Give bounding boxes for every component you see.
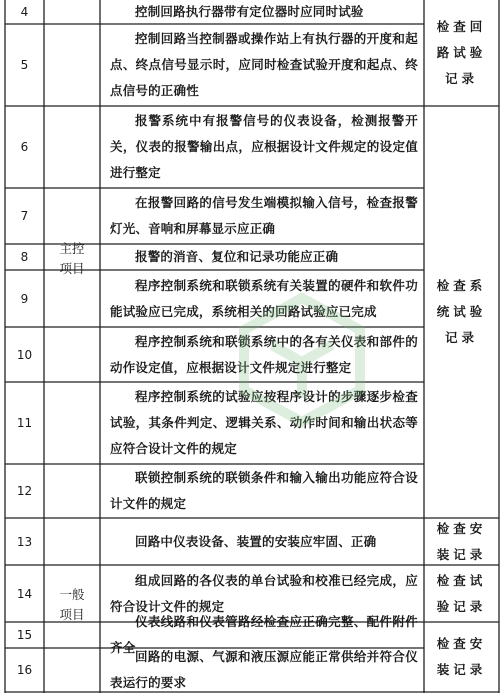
requirement-text: 程序控制系统的试验应按程序设计的步骤逐步检查试验，其条件判定、逻辑关系、动作时间和输出状态等应符合设计文件的规定: [110, 389, 418, 456]
requirement-text: 报警的消音、复位和记录功能应正确: [135, 249, 339, 264]
requirement-text: 回路的电源、气源和液压源应能正常供给并符合仪表运行的要求: [110, 649, 418, 690]
row-number: 7: [20, 209, 29, 223]
row-number: 12: [16, 484, 33, 498]
requirement-text: 控制回路执行器带有定位器时应同时试验: [135, 4, 364, 19]
category-label: 一般项目: [59, 587, 85, 622]
row-number: 5: [20, 58, 29, 72]
inspection-record: 检查系统试验记录: [436, 278, 487, 345]
requirement-text: 程序控制系统和联锁系统中的各有关仪表和部件的动作设定值，应根据设计文件规定进行整定: [110, 333, 418, 375]
row-number: 6: [20, 140, 29, 154]
category-main-control: [44, 0, 100, 518]
row-number: 9: [20, 291, 29, 306]
requirement-text: 联锁控制系统的联锁条件和输入输出功能应符合设计文件的规定: [110, 470, 418, 511]
requirement-text: 组成回路的各仪表的单台试验和校准已经完成，应符合设计文件的规定: [110, 572, 418, 614]
acceptance-table: [4, 0, 500, 693]
row-number: 11: [16, 416, 33, 430]
category-label: 主控项目: [59, 241, 85, 276]
inspection-record: 检查安装记录: [436, 520, 487, 562]
row-number: 8: [20, 250, 29, 264]
row-number: 15: [16, 628, 33, 642]
requirement-text: 在报警回路的信号发生端模拟输入信号，检查报警灯光、音响和屏幕显示应正确: [110, 195, 418, 236]
row-number: 4: [20, 5, 29, 19]
requirement-text: 程序控制系统和联锁系统有关装置的硬件和软件功能试验应已完成，系统相关的回路试验应已完成: [110, 277, 418, 319]
requirement-text: 控制回路当控制器或操作站上有执行器的开度和起点、终点信号显示时，应同时检查试验开度和起点、终点信号的正确性: [110, 31, 418, 98]
row-number: 13: [16, 534, 33, 549]
requirement-text: 回路中仪表设备、装置的安装应牢固、正确: [135, 533, 377, 549]
inspection-record: 检查试验记录: [436, 572, 487, 614]
inspection-record: 检查回路试验记录: [436, 19, 487, 86]
category-general: [44, 518, 100, 692]
inspection-record: 检查安装记录: [436, 636, 487, 677]
row-number: 10: [16, 347, 33, 362]
row-number: 16: [16, 663, 33, 677]
row-number: 14: [16, 586, 33, 601]
requirement-text: 仪表线路和仪表管路经检查应正确完整、配件附件齐全: [110, 614, 418, 655]
requirement-text: 报警系统中有报警信号的仪表设备，检测报警开关，仪表的报警输出点，应根据设计文件规定的设定值进行整定: [110, 113, 418, 180]
